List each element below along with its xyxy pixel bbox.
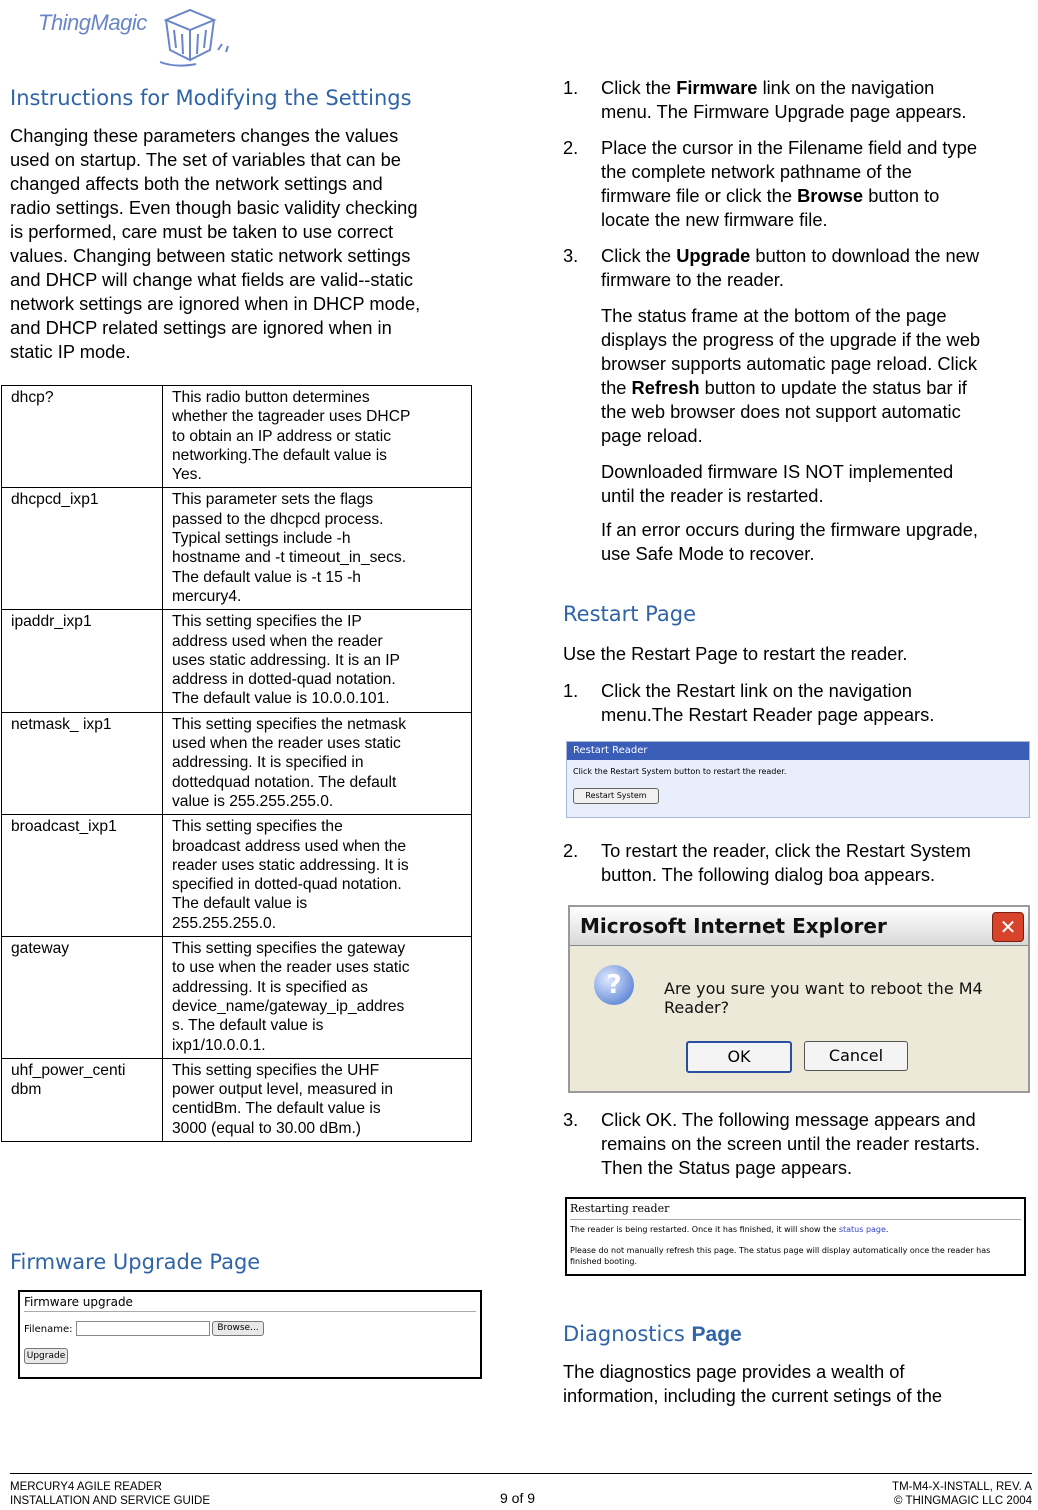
text-line: This parameter sets the flags bbox=[172, 491, 374, 509]
setting-name bbox=[2, 488, 163, 610]
restarting-reader-screenshot bbox=[565, 1197, 1026, 1276]
text-line: mercury4. bbox=[172, 587, 242, 605]
text-line: static IP mode. bbox=[10, 341, 131, 362]
text-run: browser supports automatic page reload. Click bbox=[601, 353, 977, 374]
text-run: link on the navigation bbox=[757, 77, 935, 98]
text-line: and DHCP will change what fields are valid--static bbox=[10, 269, 414, 290]
upgrade-button[interactable]: Upgrade bbox=[24, 1348, 68, 1364]
text-run: Downloaded firmware IS NOT implemented bbox=[601, 461, 954, 482]
text-line: 3000 (equal to 30.00 dBm.) bbox=[172, 1119, 361, 1137]
text-line: used on startup. The set of variables that can be bbox=[10, 149, 401, 170]
footer-doc-id: TM-M4-X-INSTALL, REV. A bbox=[892, 1481, 1032, 1493]
restart-reader-instructions: Click the Restart System button to restart the reader. bbox=[573, 767, 787, 776]
refresh-term: Refresh bbox=[631, 377, 700, 398]
text-line: This setting specifies the netmask bbox=[172, 715, 407, 733]
divider bbox=[570, 1219, 1021, 1220]
text-run: remains on the screen until the reader restarts. bbox=[601, 1133, 981, 1154]
error-paragraph bbox=[601, 518, 978, 566]
dialog-titlebar bbox=[570, 907, 1028, 946]
setting-name bbox=[2, 937, 163, 1059]
text-run: Click the Restart link on the navigation bbox=[601, 680, 912, 701]
text-run: use Safe Mode to recover. bbox=[601, 543, 815, 564]
step-number: 3. bbox=[563, 1109, 579, 1130]
text-run: button. The following dialog boa appears. bbox=[601, 864, 936, 885]
setting-name bbox=[2, 1058, 163, 1141]
setting-description bbox=[163, 610, 472, 712]
footer-right bbox=[892, 1480, 1032, 1508]
upgrade-term: Upgrade bbox=[676, 245, 751, 266]
setting-description bbox=[163, 815, 472, 937]
reboot-confirm-dialog bbox=[568, 905, 1030, 1093]
divider bbox=[24, 1311, 476, 1312]
downloaded-paragraph bbox=[601, 460, 953, 508]
step-number: 2. bbox=[563, 840, 579, 861]
logo-wordmark: ThingMagic bbox=[38, 10, 147, 35]
table-row bbox=[2, 488, 472, 610]
instructions-paragraph bbox=[10, 124, 490, 364]
ok-button[interactable]: OK bbox=[686, 1041, 792, 1073]
footer-copyright: © THINGMAGIC LLC 2004 bbox=[894, 1495, 1032, 1507]
footer-product: MERCURY4 AGILE READER bbox=[10, 1481, 162, 1493]
text-line: This setting specifies the gateway bbox=[172, 940, 406, 958]
instructions-heading: Instructions for Modifying the Settings bbox=[10, 86, 412, 110]
text-line: and DHCP related settings are ignored when in bbox=[10, 317, 392, 338]
text-line: whether the tagreader uses DHCP bbox=[172, 408, 411, 426]
text-line: This setting specifies the bbox=[172, 818, 343, 836]
text-line: Typical settings include -h bbox=[172, 530, 351, 548]
text-line: The default value is 10.0.0.101. bbox=[172, 690, 390, 708]
question-icon: ? bbox=[594, 965, 634, 1005]
text-line: addressing. It is specified as bbox=[172, 978, 368, 996]
setting-name bbox=[2, 712, 163, 814]
step-number: 1. bbox=[563, 680, 579, 701]
text-line: dbm bbox=[11, 1081, 42, 1099]
step-text bbox=[601, 244, 979, 292]
setting-description bbox=[163, 386, 472, 488]
text-line: addressing. It is specified in bbox=[172, 754, 364, 772]
setting-name bbox=[2, 815, 163, 937]
browse-term: Browse bbox=[797, 185, 864, 206]
text-line: reader uses static addressing. It is bbox=[172, 856, 409, 874]
text-line: This setting specifies the UHF bbox=[172, 1061, 380, 1079]
status-page-link[interactable]: status page bbox=[838, 1225, 886, 1234]
text-run: Diagnostics bbox=[563, 1322, 692, 1346]
text-line: broadcast_ixp1 bbox=[11, 818, 117, 836]
text-run: button to bbox=[863, 185, 940, 206]
footer-left bbox=[10, 1480, 210, 1508]
setting-name bbox=[2, 610, 163, 712]
restarting-line bbox=[570, 1225, 888, 1234]
text-line: network settings are ignored when in DHCP mode, bbox=[10, 293, 421, 314]
text-run: page reload. bbox=[601, 425, 703, 446]
text-run: To restart the reader, click the Restart System bbox=[601, 840, 971, 861]
text-line: ipaddr_ixp1 bbox=[11, 613, 92, 631]
text-line: radio settings. Even though basic validity checking bbox=[10, 197, 418, 218]
text-line: Yes. bbox=[172, 466, 202, 484]
table-row bbox=[2, 712, 472, 814]
text-run: locate the new firmware file. bbox=[601, 209, 828, 230]
text-run: until the reader is restarted. bbox=[601, 485, 824, 506]
setting-description bbox=[163, 937, 472, 1059]
browse-button[interactable]: Browse... bbox=[212, 1321, 264, 1336]
text-line: uhf_power_centi bbox=[11, 1061, 126, 1079]
text-line: broadcast address used when the bbox=[172, 837, 407, 855]
filename-label: Filename: bbox=[24, 1324, 73, 1335]
text-line: used when the reader uses static bbox=[172, 735, 401, 753]
text-line: address in dotted-quad notation. bbox=[172, 671, 396, 689]
step-number: 1. bbox=[563, 77, 579, 98]
text-run: button to update the status bar if bbox=[699, 377, 967, 398]
text-line: The default value is -t 15 -h bbox=[172, 568, 361, 586]
status-frame-paragraph bbox=[601, 304, 980, 448]
text-run: The status frame at the bottom of the page bbox=[601, 305, 947, 326]
step-text bbox=[601, 136, 977, 232]
text-line: to use when the reader uses static bbox=[172, 959, 410, 977]
restart-system-button[interactable]: Restart System bbox=[573, 788, 659, 804]
text-line: passed to the dhcpcd process. bbox=[172, 510, 384, 528]
text-line: is performed, care must be taken to use correct bbox=[10, 221, 394, 242]
setting-description bbox=[163, 488, 472, 610]
setting-name bbox=[2, 386, 163, 488]
text-line: changed affects both the network settings and bbox=[10, 173, 383, 194]
text-line: to obtain an IP address or static bbox=[172, 427, 392, 445]
text-line: netmask_ ixp1 bbox=[11, 715, 112, 733]
firmware-heading: Firmware Upgrade Page bbox=[10, 1250, 261, 1274]
text-run: the complete network pathname of the bbox=[601, 161, 912, 182]
settings-table bbox=[1, 385, 472, 1142]
dialog-message: Are you sure you want to reboot the M4 Reader? bbox=[664, 979, 983, 1017]
text-run: Place the cursor in the Filename field and type bbox=[601, 137, 977, 158]
text-line: dhcpcd_ixp1 bbox=[11, 491, 99, 509]
text-run: firmware to the reader. bbox=[601, 269, 784, 290]
text-line: hostname and -t timeout_in_secs. bbox=[172, 549, 407, 567]
table-row bbox=[2, 386, 472, 488]
text-line: gateway bbox=[11, 940, 70, 958]
text-line: This radio button determines bbox=[172, 389, 370, 406]
text-line: centidBm. The default value is bbox=[172, 1100, 381, 1118]
page-number: 9 of 9 bbox=[500, 1490, 536, 1506]
text-run: The diagnostics page provides a wealth of bbox=[563, 1361, 905, 1382]
text-line: uses static addressing. It is an IP bbox=[172, 651, 400, 669]
step-number: 2. bbox=[563, 137, 579, 158]
step-number: 3. bbox=[563, 245, 579, 266]
text-line: value is 255.255.255.0. bbox=[172, 792, 334, 810]
text-run: firmware file or click the bbox=[601, 185, 798, 206]
setting-description bbox=[163, 712, 472, 814]
text-run: displays the progress of the upgrade if the web bbox=[601, 329, 981, 350]
restarting-title: Restarting reader bbox=[570, 1202, 670, 1215]
text-run: The reader is being restarted. Once it has finished, it will show the bbox=[570, 1225, 839, 1234]
restart-reader-title: Restart Reader bbox=[567, 742, 1029, 760]
text-line: 255.255.255.0. bbox=[172, 914, 277, 932]
text-line: The default value is bbox=[172, 895, 308, 913]
diagnostics-heading bbox=[563, 1322, 742, 1347]
step-text bbox=[601, 76, 966, 124]
firmware-term: Firmware bbox=[676, 77, 758, 98]
firmware-upgrade-screenshot bbox=[18, 1290, 482, 1379]
text-run: If an error occurs during the firmware upgrade, bbox=[601, 519, 978, 540]
text-line: dhcp? bbox=[11, 389, 54, 406]
cancel-button[interactable]: Cancel bbox=[804, 1041, 908, 1071]
table-row bbox=[2, 815, 472, 937]
text-line: dottedquad notation. The default bbox=[172, 773, 397, 791]
text-line: This setting specifies the IP bbox=[172, 613, 362, 631]
text-run: Click the bbox=[601, 77, 677, 98]
diagnostics-paragraph bbox=[563, 1360, 942, 1408]
table-row bbox=[2, 1058, 472, 1141]
text-run: the web browser does not support automatic bbox=[601, 401, 961, 422]
text-line: Changing these parameters changes the values bbox=[10, 125, 399, 146]
text-line: device_name/gateway_ip_addres bbox=[172, 997, 405, 1015]
text-line: power output level, measured in bbox=[172, 1081, 394, 1099]
text-run: Click OK. The following message appears and bbox=[601, 1109, 976, 1130]
text-line: address used when the reader bbox=[172, 632, 383, 650]
text-run: information, including the current setings of the bbox=[563, 1385, 943, 1406]
restart-intro: Use the Restart Page to restart the reader. bbox=[563, 643, 908, 664]
setting-description bbox=[163, 1058, 472, 1141]
text-run: menu.The Restart Reader page appears. bbox=[601, 704, 935, 725]
logo-cube-icon bbox=[156, 4, 236, 70]
text-run: Then the Status page appears. bbox=[601, 1157, 853, 1178]
text-run: Click the bbox=[601, 245, 677, 266]
text-run: button to download the new bbox=[750, 245, 980, 266]
text-line: ixp1/10.0.0.1. bbox=[172, 1036, 266, 1054]
text-run: Page bbox=[691, 1323, 742, 1346]
thingmagic-logo bbox=[36, 4, 216, 70]
text-line: s. The default value is bbox=[172, 1017, 324, 1035]
text-run: the bbox=[601, 377, 632, 398]
restart-heading: Restart Page bbox=[563, 602, 696, 626]
text-line: values. Changing between static network settings bbox=[10, 245, 411, 266]
restart-reader-screenshot bbox=[566, 741, 1030, 818]
text-run: . bbox=[885, 1225, 889, 1234]
text-line: specified in dotted-quad notation. bbox=[172, 876, 402, 894]
text-run: menu. The Firmware Upgrade page appears. bbox=[601, 101, 967, 122]
dialog-title: Microsoft Internet Explorer bbox=[580, 914, 887, 938]
filename-input[interactable] bbox=[76, 1321, 210, 1336]
firmware-shot-title: Firmware upgrade bbox=[24, 1295, 133, 1309]
step-text bbox=[601, 679, 934, 727]
footer-divider bbox=[10, 1473, 1032, 1474]
close-icon[interactable]: ✕ bbox=[992, 912, 1024, 942]
step-text bbox=[601, 1108, 980, 1180]
text-line: networking.The default value is bbox=[172, 446, 387, 464]
footer-guide: INSTALLATION AND SERVICE GUIDE bbox=[10, 1495, 211, 1507]
table-row bbox=[2, 937, 472, 1059]
table-row bbox=[2, 610, 472, 712]
step-text bbox=[601, 839, 971, 887]
restarting-note: Please do not manually refresh this page. The status page will display automatically once the reader has finished booting. bbox=[570, 1246, 991, 1266]
